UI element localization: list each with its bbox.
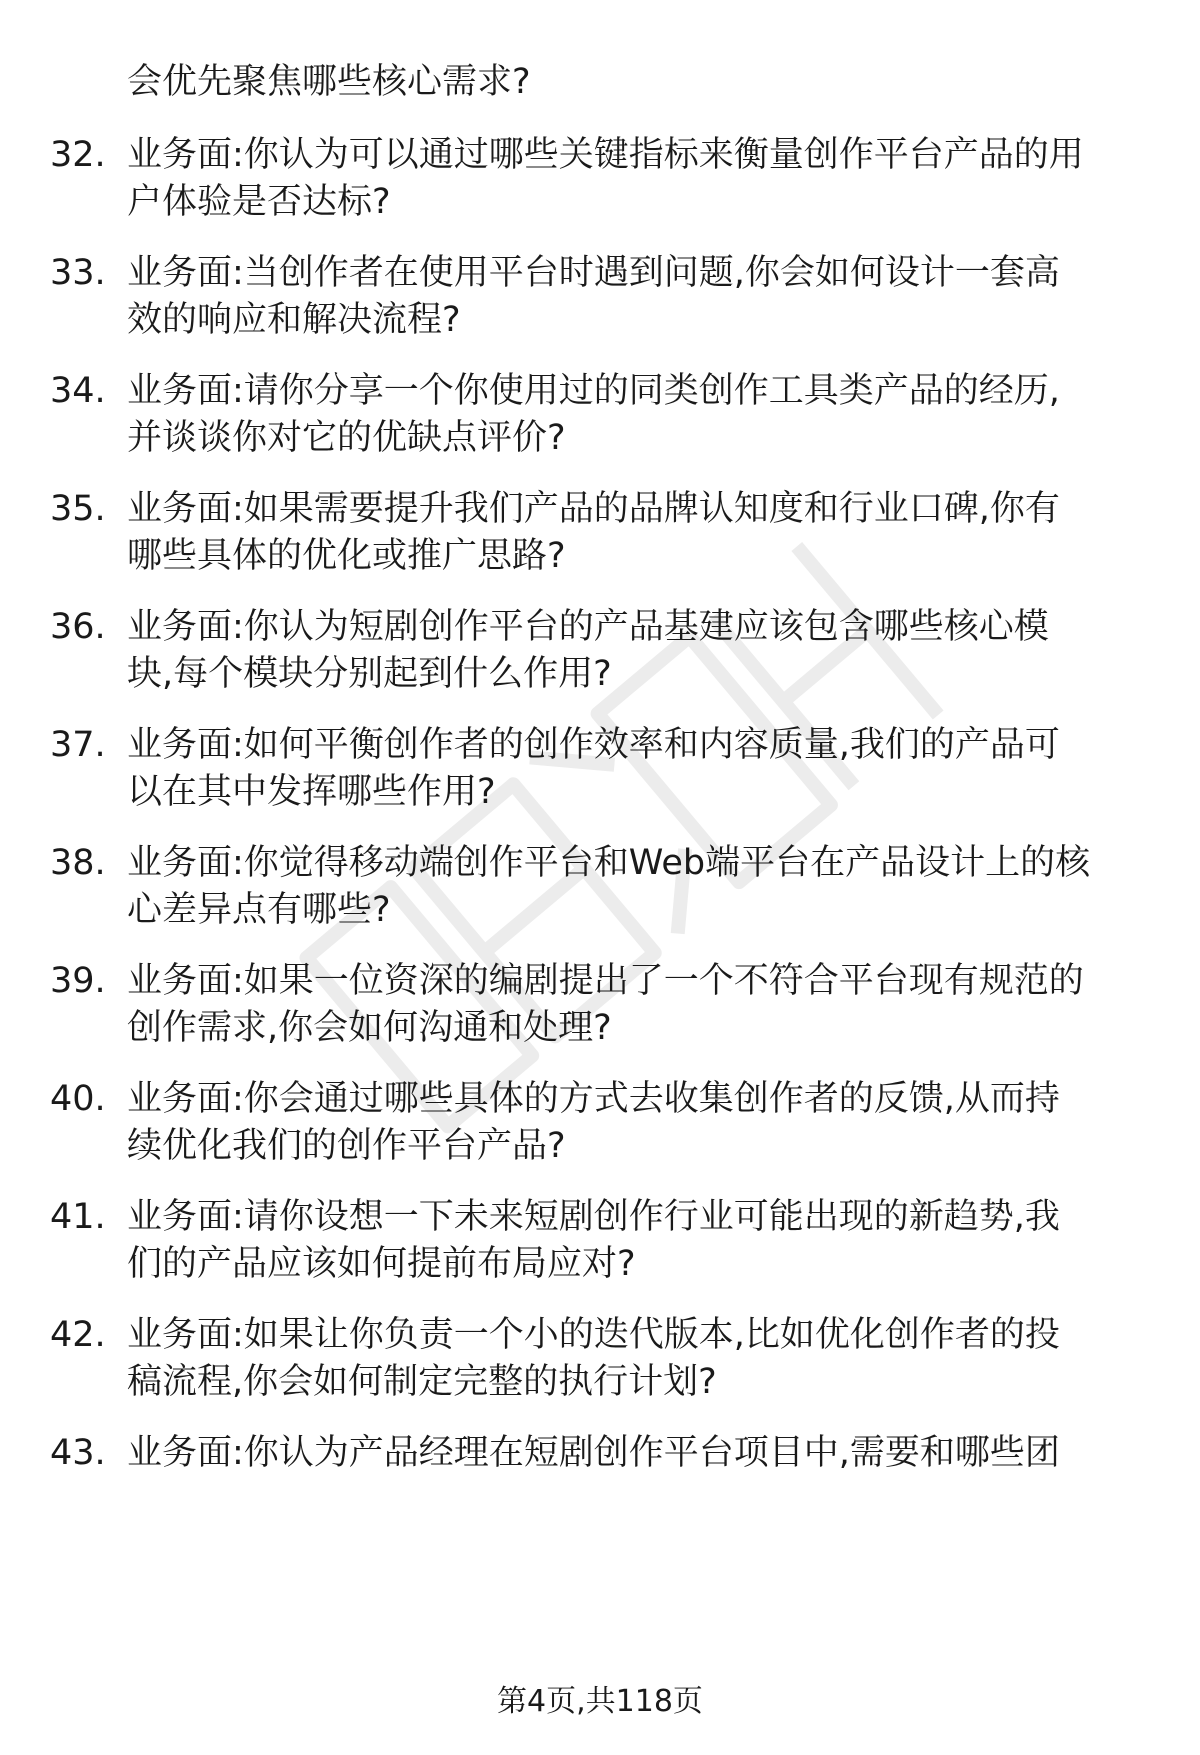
question-number: 35. — [50, 489, 106, 529]
question-text-line: 业务面:请你分享一个你使用过的同类创作工具类产品的经历, — [127, 371, 1060, 411]
question-item-32 — [0, 131, 1200, 241]
continued-question-text: 会优先聚焦哪些核心需求? — [127, 62, 531, 102]
question-number: 37. — [50, 725, 106, 765]
question-item-33 — [0, 249, 1200, 359]
question-number: 41. — [50, 1197, 106, 1237]
question-text-line: 效的响应和解决流程? — [127, 300, 461, 340]
question-text-line: 业务面:如果让你负责一个小的迭代版本,比如优化创作者的投 — [127, 1315, 1060, 1355]
question-number: 43. — [50, 1433, 106, 1473]
question-text-line: 心差异点有哪些? — [127, 890, 391, 930]
question-text-line: 户体验是否达标? — [127, 182, 391, 222]
question-item-38 — [0, 839, 1200, 949]
question-text-line: 业务面:你认为可以通过哪些关键指标来衡量创作平台产品的用 — [127, 135, 1084, 175]
question-text-line: 创作需求,你会如何沟通和处理? — [127, 1008, 612, 1048]
question-number: 42. — [50, 1315, 106, 1355]
question-text-line: 业务面:你觉得移动端创作平台和Web端平台在产品设计上的核 — [127, 843, 1091, 883]
question-text-line: 业务面:如果一位资深的编剧提出了一个不符合平台现有规范的 — [127, 961, 1084, 1001]
question-item-39 — [0, 957, 1200, 1067]
question-text-line: 业务面:请你设想一下未来短剧创作行业可能出现的新趋势,我 — [127, 1197, 1060, 1237]
question-number: 33. — [50, 253, 106, 293]
question-text-line: 稿流程,你会如何制定完整的执行计划? — [127, 1362, 717, 1402]
question-item-43 — [0, 1429, 1200, 1539]
question-item-35 — [0, 485, 1200, 595]
question-number: 40. — [50, 1079, 106, 1119]
question-item-37 — [0, 721, 1200, 831]
question-text-line: 以在其中发挥哪些作用? — [127, 772, 496, 812]
question-text-line: 们的产品应该如何提前布局应对? — [127, 1244, 636, 1284]
question-item-41 — [0, 1193, 1200, 1303]
question-number: 34. — [50, 371, 106, 411]
question-number: 32. — [50, 135, 106, 175]
question-text-line: 并谈谈你对它的优缺点评价? — [127, 418, 566, 458]
page-footer: 第4页,共118页 — [497, 1684, 703, 1719]
question-text-line: 业务面:如果需要提升我们产品的品牌认知度和行业口碑,你有 — [127, 489, 1060, 529]
question-item-42 — [0, 1311, 1200, 1421]
question-text-line: 业务面:你会通过哪些具体的方式去收集创作者的反馈,从而持 — [127, 1079, 1060, 1119]
question-text-line: 业务面:如何平衡创作者的创作效率和内容质量,我们的产品可 — [127, 725, 1060, 765]
question-text-line: 哪些具体的优化或推广思路? — [127, 536, 566, 576]
question-number: 36. — [50, 607, 106, 647]
question-number: 39. — [50, 961, 106, 1001]
question-text-line: 续优化我们的创作平台产品? — [127, 1126, 566, 1166]
question-item-40 — [0, 1075, 1200, 1185]
question-text-line: 块,每个模块分别起到什么作用? — [127, 654, 612, 694]
question-item-34 — [0, 367, 1200, 477]
question-item-36 — [0, 603, 1200, 713]
question-text-line: 业务面:你认为短剧创作平台的产品基建应该包含哪些核心模 — [127, 607, 1049, 647]
question-number: 38. — [50, 843, 106, 883]
question-text-line: 业务面:你认为产品经理在短剧创作平台项目中,需要和哪些团 — [127, 1433, 1060, 1473]
question-text-line: 业务面:当创作者在使用平台时遇到问题,你会如何设计一套高 — [127, 253, 1060, 293]
